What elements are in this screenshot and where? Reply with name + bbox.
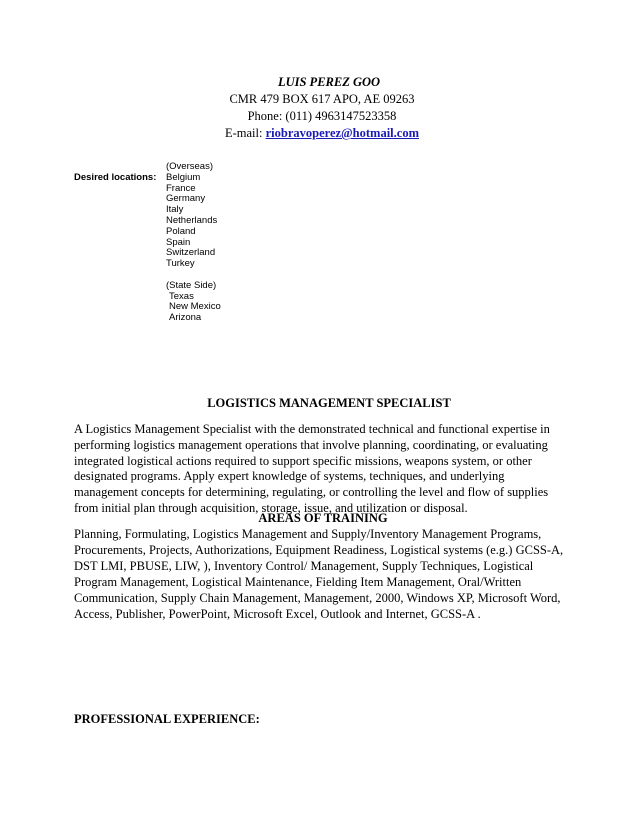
locations-list <box>166 162 221 324</box>
location-item: Switzerland <box>166 247 216 259</box>
position-title: LOGISTICS MANAGEMENT SPECIALIST <box>207 396 451 410</box>
professional-experience-heading: PROFESSIONAL EXPERIENCE: <box>74 712 260 726</box>
location-item: Spain <box>166 236 191 248</box>
resume-header <box>0 74 638 142</box>
location-item: France <box>166 182 196 194</box>
areas-of-training-text: Planning, Formulating, Logistics Management and Supply/Inventory Management Programs, Procurements, Projects, Authorizations, Equipment Readiness, Logistical systems (e.g.) GCSS-A, DST LMI, PBUSE, LIW, ), Inventory Control/ Management, Supply Techniques, Logistical Program Management, Logistical Maintenance, Fielding Item Management, Oral/Written Communication, Supply Chain Management, Management, 2000, Windows XP, Microsoft Word, Access, Publisher, PowerPoint, Microsoft Excel, Outlook and Internet, GCSS-A . <box>74 527 564 621</box>
areas-of-training-heading: AREAS OF TRAINING <box>258 511 388 525</box>
stateside-heading: (State Side) <box>166 279 217 291</box>
location-item: Texas <box>169 290 194 302</box>
location-item: Netherlands <box>166 214 218 226</box>
mailing-address: CMR 479 BOX 617 APO, AE 09263 <box>229 92 415 106</box>
location-item: Germany <box>166 193 206 205</box>
email-link[interactable]: riobravoperez@hotmail.com <box>265 126 419 140</box>
applicant-name: LUIS PEREZ GOO <box>277 75 381 89</box>
summary-paragraph: A Logistics Management Specialist with the demonstrated technical and functional expertise in performing logistics management operations that involve planning, coordinating, or evaluating integrated logistical actions required to support specific missions, weapons system, or other designated programs. Apply expert knowledge of systems, techniques, and underlying management concepts for determining, regulating, or controlling the level and flow of supplies from initial plan through acquisition, storage, issue, and utilization or disposal. <box>74 422 550 515</box>
location-item: Turkey <box>166 258 195 270</box>
location-item: Arizona <box>169 312 202 324</box>
location-item: Belgium <box>166 171 201 183</box>
phone-number: Phone: (011) 4963147523358 <box>247 109 397 123</box>
overseas-heading: (Overseas) <box>166 161 213 172</box>
location-item: New Mexico <box>169 301 221 313</box>
location-item: Poland <box>166 225 196 237</box>
location-item: Italy <box>166 204 184 216</box>
email-label: E-mail: <box>224 126 266 140</box>
email-line <box>6 125 638 142</box>
desired-locations-label: Desired locations: <box>74 172 157 183</box>
